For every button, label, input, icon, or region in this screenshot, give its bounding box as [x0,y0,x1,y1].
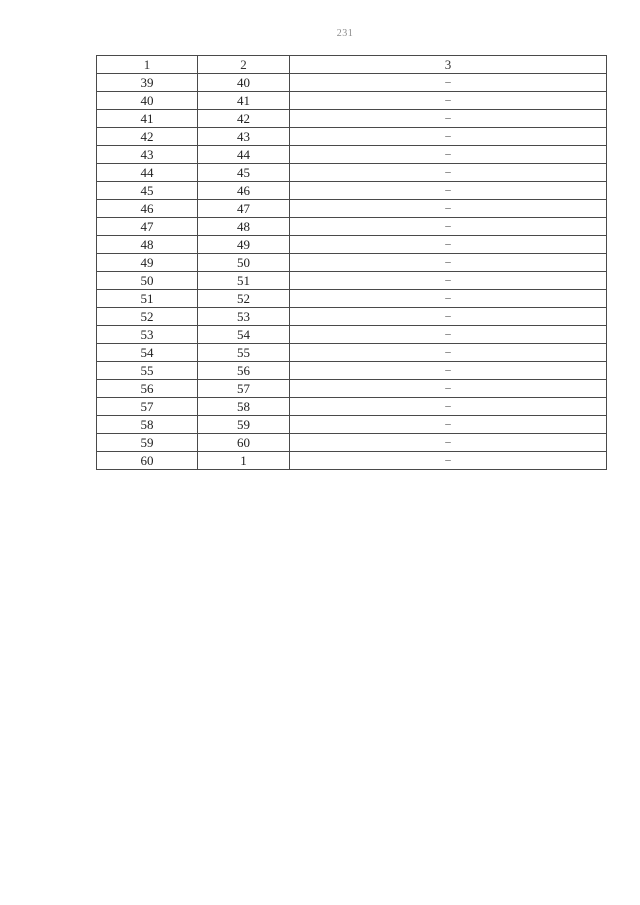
table-cell-col3: – [290,128,607,146]
table-row [97,362,607,380]
table-cell-col3: – [290,164,607,182]
column-header-1: 1 [97,56,198,74]
table-cell-col1: 43 [97,146,198,164]
table-cell-col2: 41 [198,92,290,110]
table-header [97,56,607,74]
table-cell-col3: – [290,362,607,380]
table-cell-col1: 53 [97,326,198,344]
table-cell-col3: – [290,200,607,218]
column-header-2: 2 [198,56,290,74]
table-cell-col3: – [290,92,607,110]
table-cell-col2: 56 [198,362,290,380]
table-cell-col1: 57 [97,398,198,416]
table-cell-col3: – [290,452,607,470]
table-cell-col2: 1 [198,452,290,470]
table-row [97,272,607,290]
table-cell-col3: – [290,182,607,200]
table-row [97,200,607,218]
table-row [97,128,607,146]
table-row [97,290,607,308]
table-cell-col1: 56 [97,380,198,398]
table-row [97,182,607,200]
table-row [97,326,607,344]
table-cell-col3: – [290,290,607,308]
table-row [97,74,607,92]
column-header-3: 3 [290,56,607,74]
table-cell-col1: 58 [97,416,198,434]
table-row [97,110,607,128]
table-row [97,146,607,164]
data-table [96,55,607,470]
table-cell-col3: – [290,380,607,398]
table-cell-col3: – [290,236,607,254]
table-row [97,164,607,182]
table-cell-col2: 53 [198,308,290,326]
table-cell-col3: – [290,434,607,452]
table-row [97,434,607,452]
table-cell-col2: 60 [198,434,290,452]
table-cell-col3: – [290,74,607,92]
table-row [97,398,607,416]
table-body [97,74,607,470]
table-cell-col1: 60 [97,452,198,470]
table-cell-col2: 40 [198,74,290,92]
header-row [97,56,607,74]
table-cell-col2: 44 [198,146,290,164]
table-cell-col2: 54 [198,326,290,344]
table-cell-col1: 50 [97,272,198,290]
table-cell-col1: 48 [97,236,198,254]
table-row [97,380,607,398]
table-row [97,254,607,272]
table-cell-col1: 47 [97,218,198,236]
table-cell-col2: 52 [198,290,290,308]
table-row [97,344,607,362]
table-cell-col1: 55 [97,362,198,380]
table-row [97,416,607,434]
table-cell-col2: 45 [198,164,290,182]
table-cell-col3: – [290,326,607,344]
table-cell-col1: 40 [97,92,198,110]
table-cell-col2: 48 [198,218,290,236]
table-cell-col2: 59 [198,416,290,434]
table-cell-col3: – [290,398,607,416]
table-cell-col1: 52 [97,308,198,326]
table-cell-col3: – [290,254,607,272]
table-cell-col1: 59 [97,434,198,452]
table-cell-col2: 47 [198,200,290,218]
table-cell-col2: 58 [198,398,290,416]
table-cell-col3: – [290,110,607,128]
table-row [97,452,607,470]
table-cell-col1: 49 [97,254,198,272]
table-row [97,218,607,236]
table-cell-col3: – [290,308,607,326]
table-cell-col3: – [290,146,607,164]
table-cell-col2: 57 [198,380,290,398]
table-row [97,236,607,254]
table-cell-col2: 43 [198,128,290,146]
table-cell-col1: 39 [97,74,198,92]
table-cell-col2: 42 [198,110,290,128]
table-cell-col1: 54 [97,344,198,362]
table-row [97,308,607,326]
table-cell-col1: 44 [97,164,198,182]
table-cell-col1: 51 [97,290,198,308]
table-cell-col3: – [290,218,607,236]
table-cell-col2: 49 [198,236,290,254]
table-cell-col1: 46 [97,200,198,218]
table-cell-col2: 51 [198,272,290,290]
table-cell-col1: 42 [97,128,198,146]
table-cell-col1: 41 [97,110,198,128]
table-cell-col2: 55 [198,344,290,362]
table-cell-col3: – [290,344,607,362]
table-cell-col3: – [290,416,607,434]
table-row [97,92,607,110]
table-cell-col3: – [290,272,607,290]
page-number: 231 [336,28,354,39]
table-cell-col2: 46 [198,182,290,200]
table-cell-col2: 50 [198,254,290,272]
table-cell-col1: 45 [97,182,198,200]
